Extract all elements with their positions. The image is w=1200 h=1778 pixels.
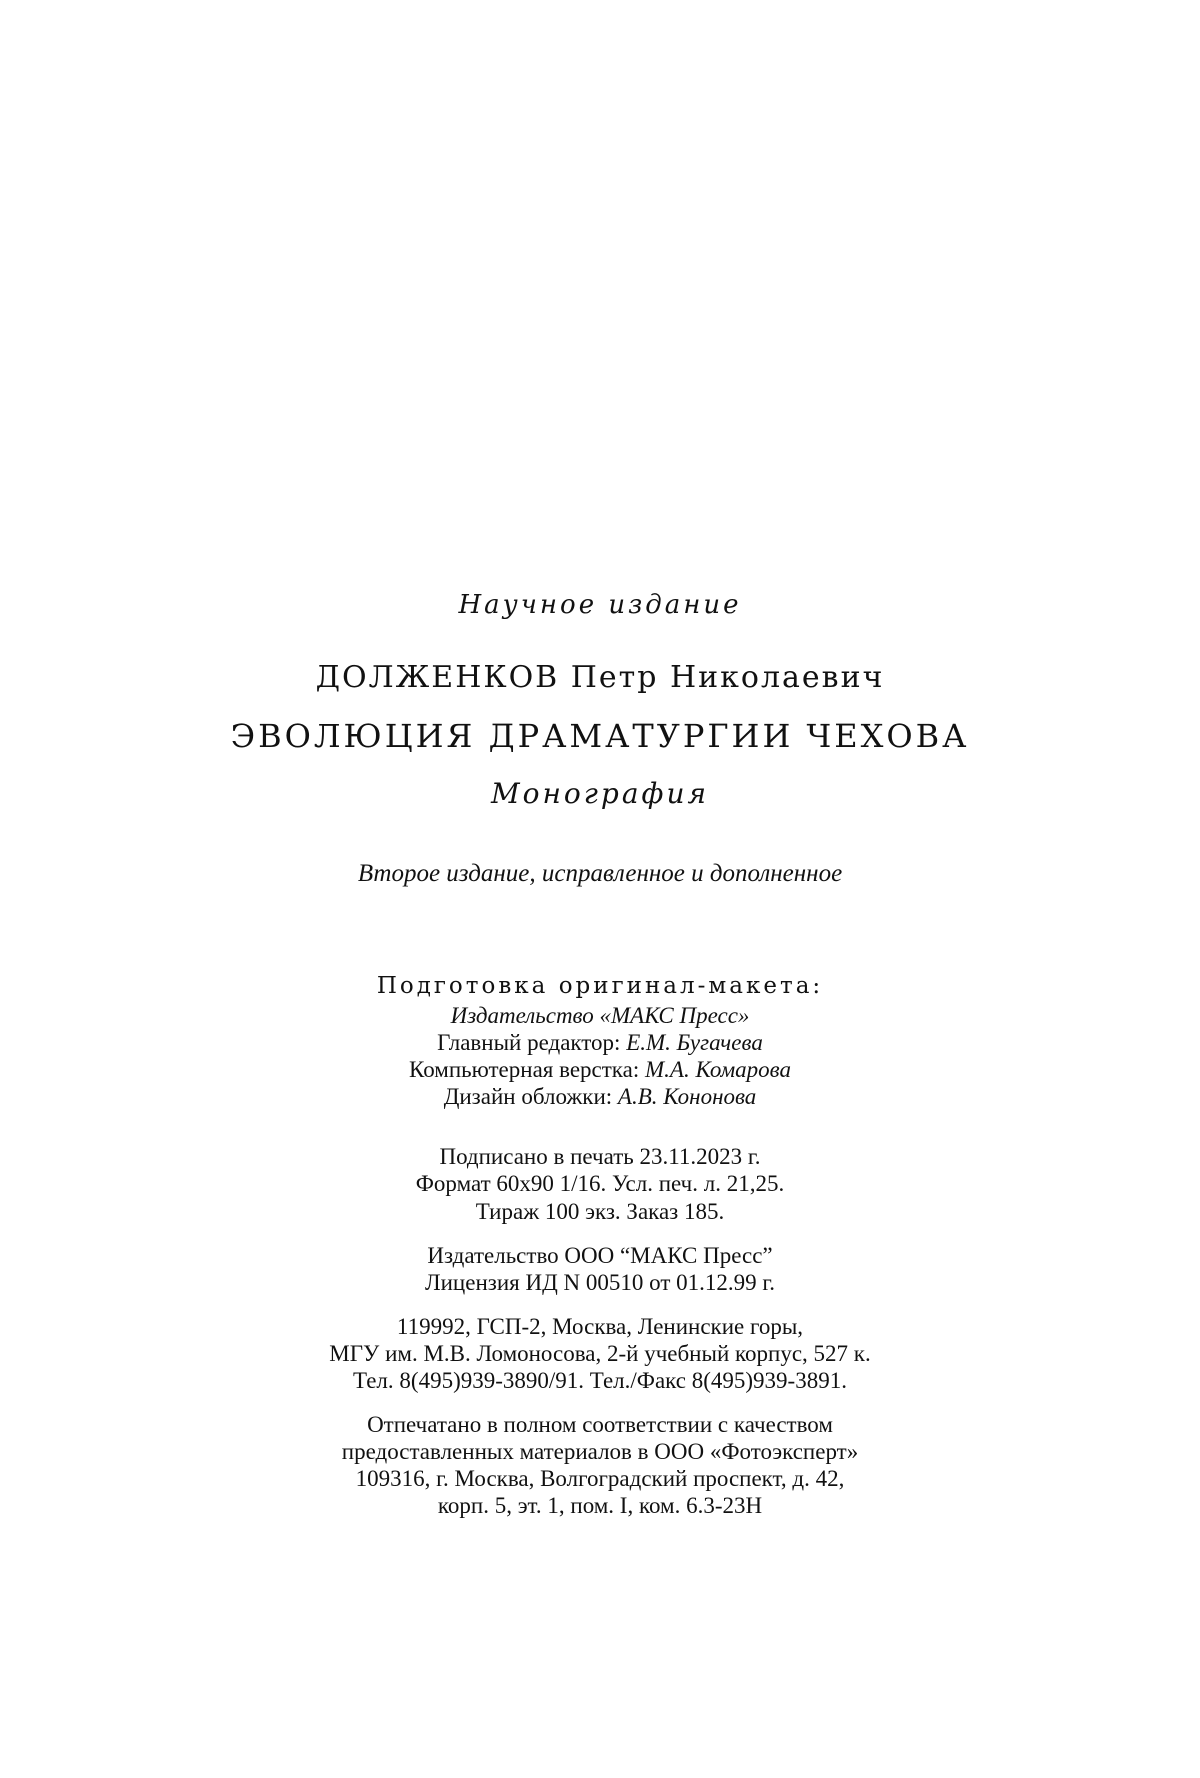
editor-label: Главный редактор: bbox=[437, 1030, 621, 1055]
cover-label: Дизайн обложки: bbox=[443, 1084, 613, 1109]
book-genre: Монография bbox=[490, 777, 710, 810]
address-line-3: Тел. 8(495)939-3890/91. Тел./Факс 8(495)939-3891. bbox=[353, 1368, 847, 1393]
preparation-publisher: Издательство «МАКС Пресс» bbox=[450, 1003, 750, 1028]
layout-name: М.А. Комарова bbox=[644, 1057, 791, 1082]
printing-line-4: корп. 5, эт. 1, пом. I, ком. 6.3-23Н bbox=[437, 1493, 763, 1518]
signed-date: Подписано в печать 23.11.2023 г. bbox=[439, 1144, 761, 1169]
print-run: Тираж 100 экз. Заказ 185. bbox=[475, 1199, 725, 1224]
print-format: Формат 60х90 1/16. Усл. печ. л. 21,25. bbox=[415, 1171, 785, 1196]
edition-note: Второе издание, исправленное и дополненное bbox=[357, 860, 843, 887]
cover-name: А.В. Кононова bbox=[617, 1084, 757, 1109]
layout-label: Компьютерная верстка: bbox=[409, 1057, 640, 1082]
book-title: ЭВОЛЮЦИЯ ДРАМАТУРГИИ ЧЕХОВА bbox=[230, 717, 970, 755]
publisher-license: Лицензия ИД N 00510 от 01.12.99 г. bbox=[425, 1270, 775, 1295]
author-name: ДОЛЖЕНКОВ Петр Николаевич bbox=[315, 660, 885, 695]
printing-line-2: предоставленных материалов в ООО «Фотоэксперт» bbox=[341, 1439, 859, 1464]
printing-line-1: Отпечатано в полном соответствии с качеством bbox=[367, 1412, 833, 1437]
address-line-2: МГУ им. М.В. Ломоносова, 2-й учебный корпус, 527 к. bbox=[329, 1341, 871, 1366]
printing-line-3: 109316, г. Москва, Волгоградский проспект, д. 42, bbox=[355, 1466, 845, 1491]
preparation-heading: Подготовка оригинал-макета: bbox=[376, 973, 824, 999]
layout-line bbox=[0, 1056, 1200, 1083]
cover-line bbox=[0, 1083, 1200, 1110]
editor-line bbox=[0, 1029, 1200, 1056]
edition-type: Научное издание bbox=[458, 590, 742, 620]
editor-name: Е.М. Бугачева bbox=[626, 1030, 763, 1055]
publisher-name: Издательство ООО “МАКС Пресс” bbox=[427, 1243, 773, 1268]
address-line-1: 119992, ГСП-2, Москва, Ленинские горы, bbox=[396, 1314, 804, 1339]
